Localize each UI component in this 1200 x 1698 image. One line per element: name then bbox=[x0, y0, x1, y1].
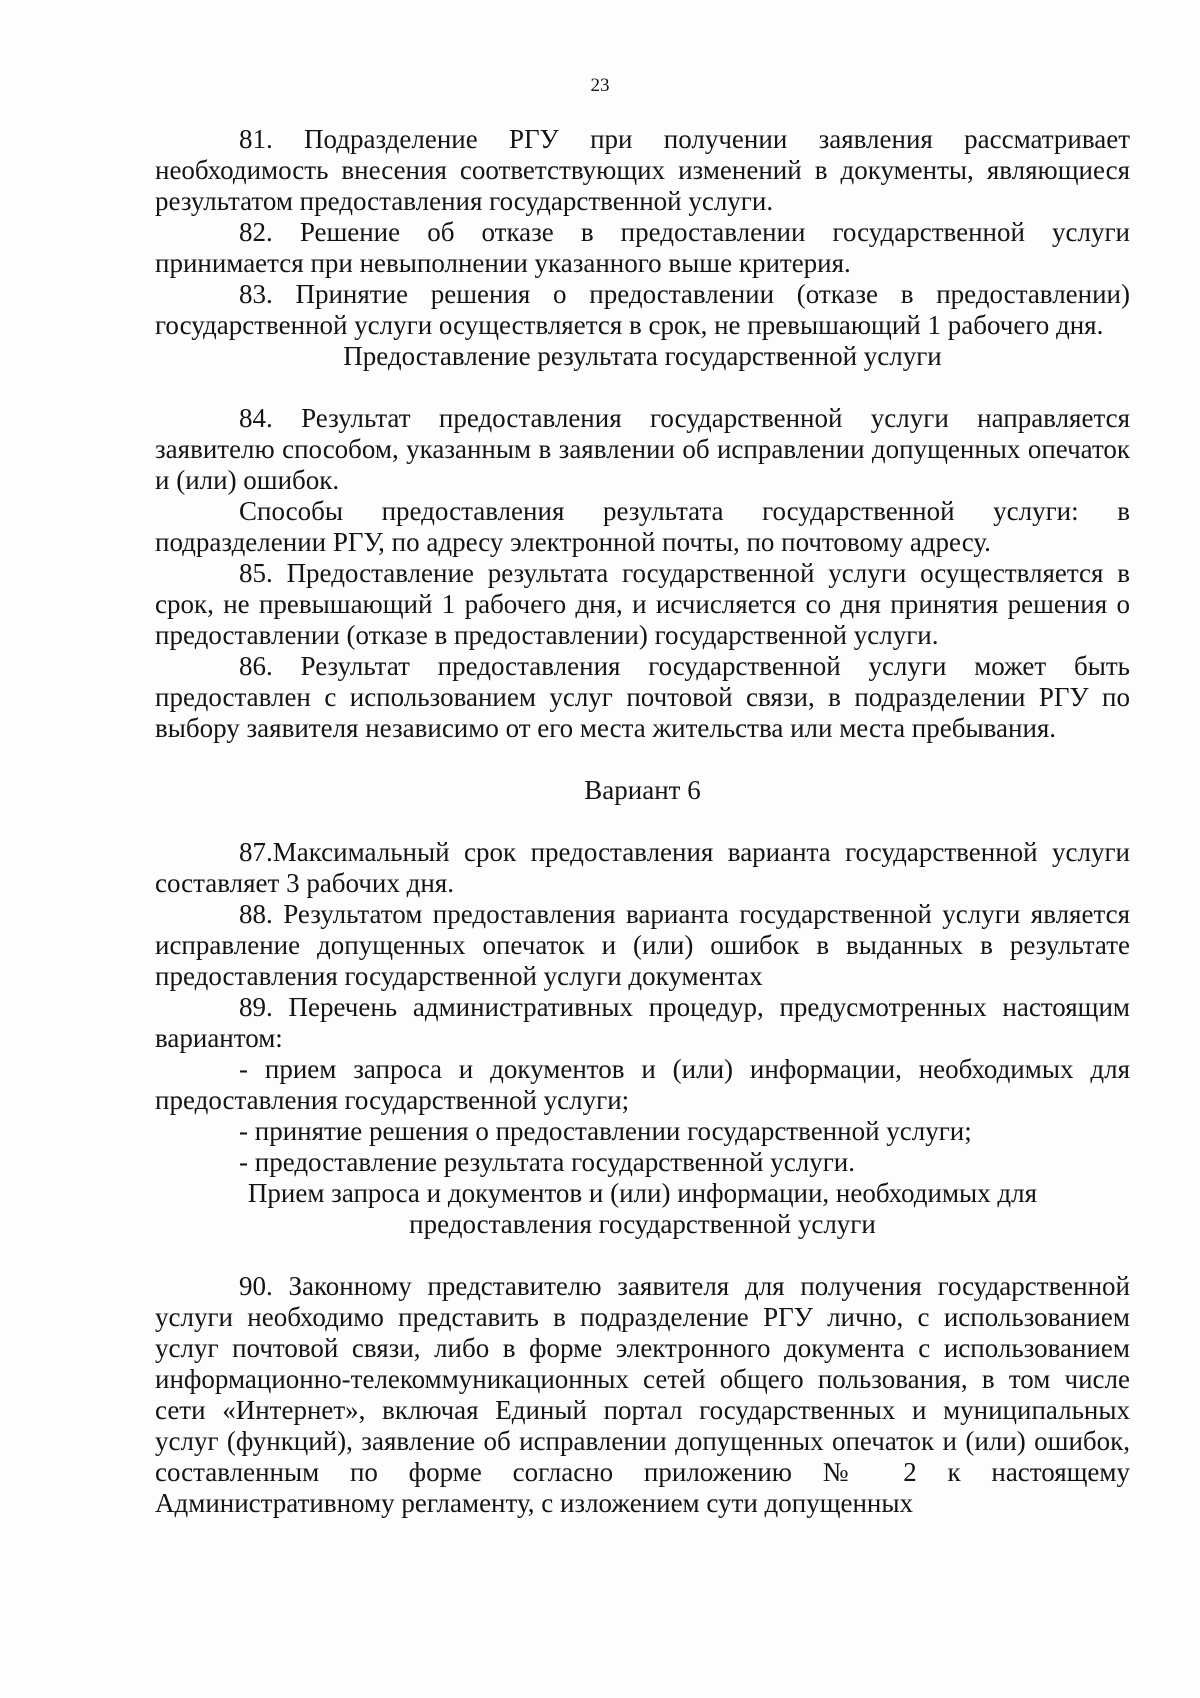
list-item-reception: - прием запроса и документов и (или) информации, необходимых для предоставления государственной услуги; bbox=[155, 1054, 1130, 1115]
list-item-decision: - принятие решения о предоставлении государственной услуги; bbox=[239, 1116, 972, 1146]
variant-heading: Вариант 6 bbox=[584, 775, 701, 805]
section-heading-result: Предоставление результата государственной услуги bbox=[343, 341, 942, 371]
section-heading-reception-line2: предоставления государственной услуги bbox=[409, 1209, 876, 1239]
paragraph-90: 90. Законному представителю заявителя для получения государственной услуги необходимо представить в подразделение РГУ лично, с использованием услуг почтовой связи, либо в форме электронного документа с использованием информационно-телекоммуникационных сетей общего пользования, в том числе сети «Интернет», включая Единый портал государственных и муниципальных услуг (функций), заявление об исправлении допущенных опечаток и (или) ошибок, составленным по форме согласно приложению № 2 к настоящему Административному регламенту, с изложением сути допущенных bbox=[155, 1271, 1130, 1518]
paragraph-83: 83. Принятие решения о предоставлении (отказе в предоставлении) государственной услуги осуществляется в срок, не превышающий 1 рабочего дня. bbox=[155, 279, 1130, 340]
paragraph-85: 85. Предоставление результата государственной услуги осуществляется в срок, не превышающий 1 рабочего дня, и исчисляется со дня принятия решения о предоставлении (отказе в предоставлении) государственной услуги. bbox=[155, 558, 1130, 650]
page-number: 23 bbox=[590, 75, 610, 96]
document-body bbox=[155, 124, 1130, 1519]
list-item-result: - предоставление результата государственной услуги. bbox=[239, 1147, 855, 1177]
paragraph-89: 89. Перечень административных процедур, предусмотренных настоящим вариантом: bbox=[155, 992, 1130, 1053]
paragraph-84: 84. Результат предоставления государственной услуги направляется заявителю способом, указанным в заявлении об исправлении допущенных опечаток и (или) ошибок. bbox=[155, 403, 1130, 495]
section-heading-reception-line1: Прием запроса и документов и (или) информации, необходимых для bbox=[247, 1178, 1038, 1208]
paragraph-88: 88. Результатом предоставления варианта государственной услуги является исправление допущенных опечаток и (или) ошибок в выданных в результате предоставления государственной услуги документах bbox=[155, 899, 1130, 991]
paragraph-84-methods: Способы предоставления результата государственной услуги: в подразделении РГУ, по адресу электронной почты, по почтовому адресу. bbox=[155, 496, 1130, 557]
paragraph-86: 86. Результат предоставления государственной услуги может быть предоставлен с использованием услуг почтовой связи, в подразделении РГУ по выбору заявителя независимо от его места жительства или места пребывания. bbox=[155, 651, 1130, 743]
paragraph-81: 81. Подразделение РГУ при получении заявления рассматривает необходимость внесения соответствующих изменений в документы, являющиеся результатом предоставления государственной услуги. bbox=[155, 124, 1130, 216]
paragraph-87: 87.Максимальный срок предоставления варианта государственной услуги составляет 3 рабочих дня. bbox=[155, 837, 1130, 898]
paragraph-82: 82. Решение об отказе в предоставлении государственной услуги принимается при невыполнении указанного выше критерия. bbox=[155, 217, 1130, 278]
